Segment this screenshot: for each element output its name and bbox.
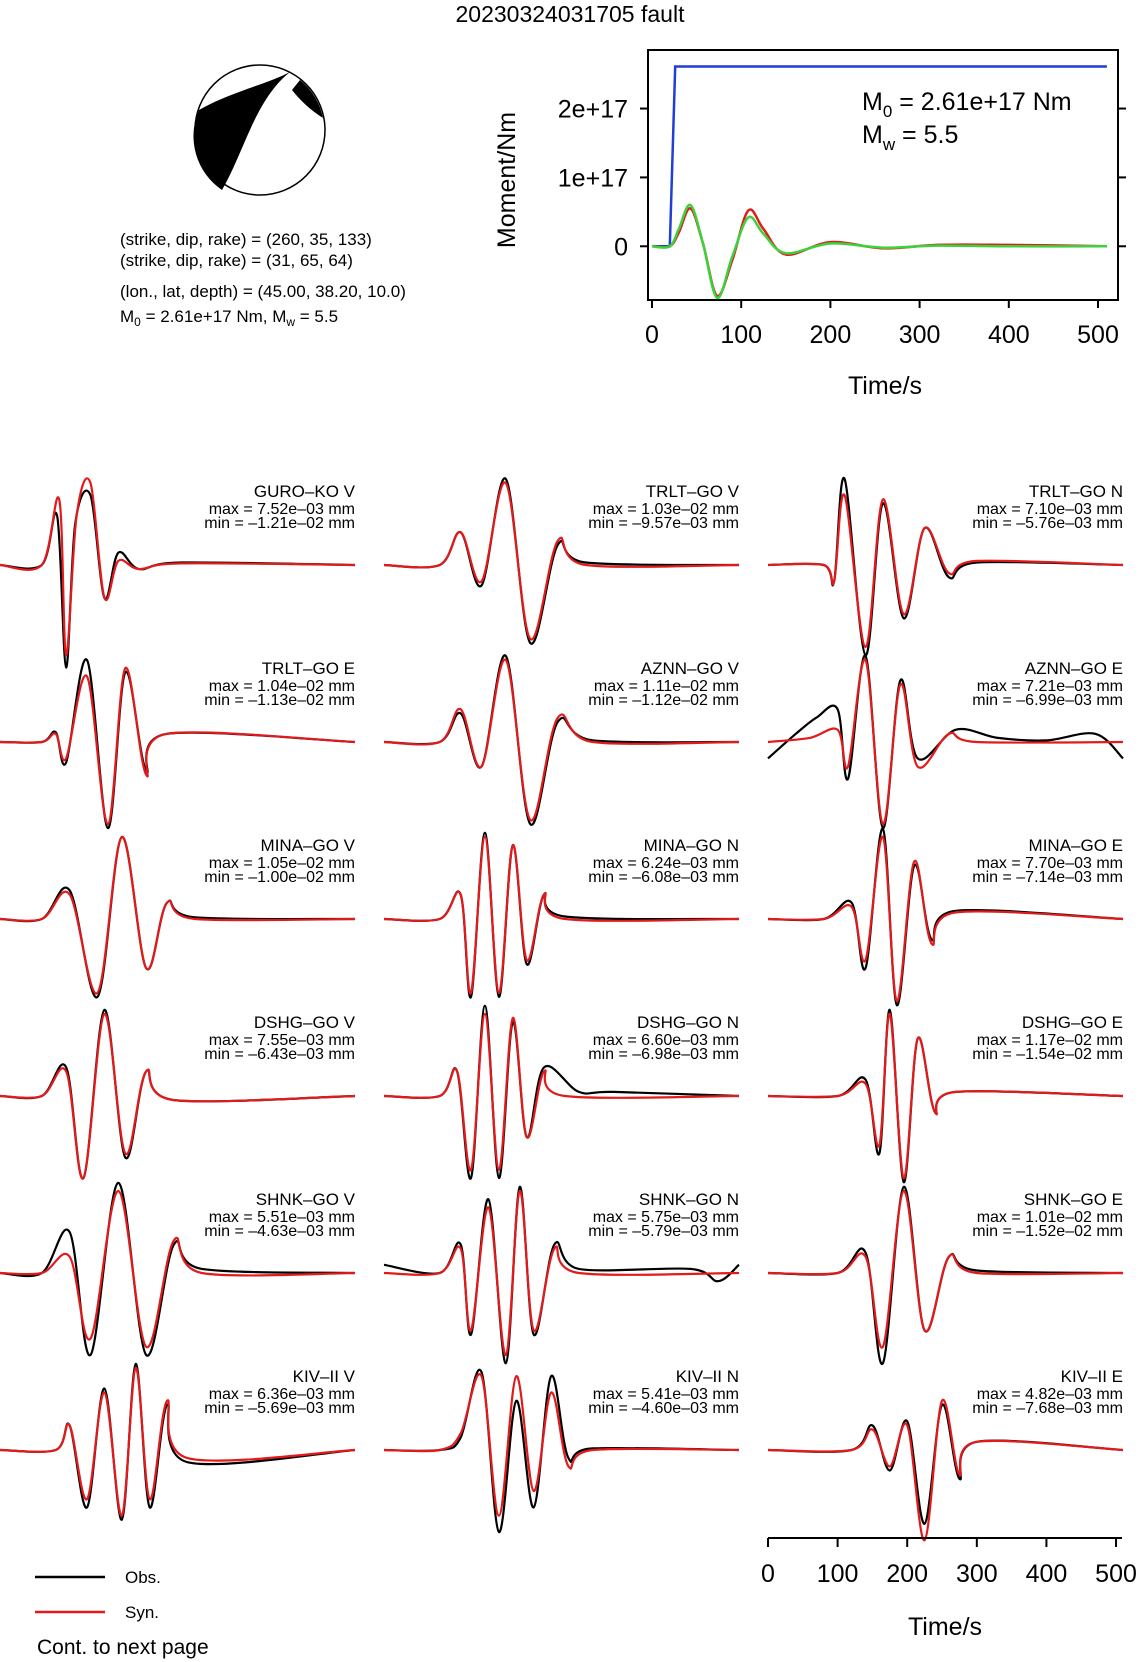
moment-ytick-label: 0: [614, 233, 628, 262]
trace-station-label: TRLT–GO N: [1028, 482, 1123, 501]
trace-max-label: max = 5.75e–03 mm: [592, 1209, 739, 1226]
moment-mw-annotation: $M_w = 5.5$: [862, 121, 959, 154]
trace-max-label: max = 1.03e–02 mm: [592, 501, 739, 518]
trace-panel: [0, 478, 356, 667]
trace-station-label: KIV–II N: [675, 1367, 739, 1386]
trace-xtick-label: 500: [1095, 1560, 1137, 1588]
moment-series-1: [652, 208, 1107, 296]
trace-min-label: min = –5.79e–03 mm: [588, 1223, 739, 1240]
moment-ylabel: Moment/Nm: [493, 111, 521, 249]
trace-xlabel: Time/s: [907, 1613, 983, 1641]
trace-max-label: max = 7.55e–03 mm: [208, 1032, 355, 1049]
trace-panel: [0, 1364, 356, 1520]
trace-max-label: max = 1.01e–02 mm: [976, 1209, 1123, 1226]
trace-min-label: min = –7.68e–03 mm: [972, 1400, 1123, 1417]
trace-min-label: min = –1.12e–02 mm: [588, 692, 739, 709]
trace-synthetic-line: [768, 1400, 1123, 1541]
trace-max-label: max = 1.17e–02 mm: [976, 1032, 1123, 1049]
trace-min-label: min = –6.98e–03 mm: [588, 1046, 739, 1063]
moment-series-2: [652, 205, 1107, 298]
trace-panel: [768, 1367, 1123, 1540]
trace-panel: [384, 1367, 739, 1532]
trace-max-label: max = 6.36e–03 mm: [208, 1386, 355, 1403]
figure-title: 20230324031705 fault: [455, 1, 685, 27]
trace-min-label: min = –1.00e–02 mm: [204, 869, 355, 886]
source-parameters: [120, 230, 406, 329]
trace-max-label: max = 7.52e–03 mm: [208, 501, 355, 518]
legend: [35, 1568, 161, 1622]
trace-max-label: max = 6.60e–03 mm: [592, 1032, 739, 1049]
info-line-nodal-plane-1: (strike, dip, rake) = (260, 35, 133): [120, 230, 372, 249]
trace-station-label: SHNK–GO V: [255, 1190, 355, 1209]
moment-xtick-label: 500: [1077, 321, 1119, 349]
waveform-traces: [0, 478, 1123, 1540]
moment-xtick-label: 0: [645, 321, 659, 349]
trace-max-label: max = 6.24e–03 mm: [592, 855, 739, 872]
trace-panel: [384, 478, 740, 643]
trace-xtick-label: 200: [886, 1560, 929, 1588]
trace-min-label: min = –9.57e–03 mm: [588, 515, 739, 532]
trace-panel: [768, 1010, 1123, 1182]
moment-m0-annotation: $M_0 = 2.61e+17$ Nm: [862, 88, 1072, 121]
trace-max-label: max = 5.41e–03 mm: [592, 1386, 739, 1403]
trace-panel: [384, 655, 740, 825]
trace-max-label: max = 1.04e–02 mm: [208, 678, 355, 695]
trace-xtick-label: 100: [816, 1560, 859, 1588]
moment-function-plot: [493, 50, 1126, 400]
moment-xtick-label: 300: [898, 321, 941, 349]
moment-xtick-label: 100: [720, 321, 763, 349]
trace-station-label: SHNK–GO N: [638, 1190, 739, 1209]
trace-min-label: min = –6.08e–03 mm: [588, 869, 739, 886]
trace-max-label: max = 7.10e–03 mm: [976, 501, 1123, 518]
trace-station-label: TRLT–GO E: [261, 659, 355, 678]
trace-min-label: min = –1.21e–02 mm: [204, 515, 355, 532]
trace-panel: [0, 836, 356, 997]
trace-station-label: AZNN–GO E: [1024, 659, 1123, 678]
trace-panel: [384, 1006, 739, 1179]
trace-time-axis: [761, 1538, 1137, 1641]
trace-station-label: KIV–II E: [1060, 1367, 1123, 1386]
moment-xtick-label: 400: [987, 321, 1030, 349]
trace-min-label: min = –1.52e–02 mm: [972, 1223, 1123, 1240]
trace-station-label: MINA–GO E: [1028, 836, 1123, 855]
legend-obs-label: Obs.: [125, 1568, 161, 1587]
trace-panel: [0, 659, 355, 828]
trace-max-label: max = 4.82e–03 mm: [976, 1386, 1123, 1403]
trace-xtick-label: 300: [955, 1560, 998, 1588]
trace-min-label: min = –5.69e–03 mm: [204, 1400, 355, 1417]
legend-syn-label: Syn.: [125, 1603, 160, 1622]
trace-panel: [0, 1183, 356, 1356]
trace-station-label: MINA–GO V: [260, 836, 355, 855]
trace-station-label: KIV–II V: [292, 1367, 355, 1386]
trace-observed-line: [768, 1404, 1123, 1523]
trace-panel: [0, 1010, 356, 1179]
trace-xtick-label: 400: [1025, 1560, 1068, 1588]
trace-panel: [768, 478, 1123, 655]
trace-max-label: max = 1.05e–02 mm: [208, 855, 355, 872]
trace-min-label: min = –4.63e–03 mm: [204, 1223, 355, 1240]
trace-panel: [768, 1187, 1123, 1364]
trace-min-label: min = –1.54e–02 mm: [972, 1046, 1123, 1063]
trace-max-label: max = 1.11e–02 mm: [593, 678, 739, 695]
trace-min-label: min = –4.60e–03 mm: [588, 1400, 739, 1417]
moment-xtick-label: 200: [809, 321, 852, 349]
trace-max-label: max = 7.21e–03 mm: [976, 678, 1123, 695]
info-line-nodal-plane-2: (strike, dip, rake) = (31, 65, 64): [120, 251, 353, 270]
moment-ytick-label: 2e+17: [557, 95, 628, 124]
trace-station-label: GURO–KO V: [253, 482, 355, 501]
trace-station-label: DSHG–GO V: [253, 1013, 355, 1032]
continuation-note: Cont. to next page: [37, 1636, 209, 1659]
trace-panel: [384, 833, 739, 998]
trace-min-label: min = –6.99e–03 mm: [972, 692, 1123, 709]
trace-station-label: SHNK–GO E: [1023, 1190, 1123, 1209]
trace-min-label: min = –5.76e–03 mm: [972, 515, 1123, 532]
trace-station-label: TRLT–GO V: [645, 482, 739, 501]
trace-panel: [384, 1187, 739, 1363]
info-line-location: (lon., lat, depth) = (45.00, 38.20, 10.0): [120, 282, 406, 301]
moment-xlabel: Time/s: [847, 372, 923, 400]
trace-panel: [768, 656, 1123, 829]
trace-max-label: max = 5.51e–03 mm: [208, 1209, 355, 1226]
trace-station-label: DSHG–GO E: [1021, 1013, 1123, 1032]
trace-max-label: max = 7.70e–03 mm: [976, 855, 1123, 872]
trace-station-label: DSHG–GO N: [636, 1013, 739, 1032]
trace-min-label: min = –7.14e–03 mm: [972, 869, 1123, 886]
trace-xtick-label: 0: [761, 1560, 775, 1588]
trace-station-label: MINA–GO N: [643, 836, 739, 855]
trace-min-label: min = –1.13e–02 mm: [204, 692, 355, 709]
beachball-focal-mechanism: [193, 65, 325, 195]
moment-ytick-label: 1e+17: [557, 164, 628, 193]
trace-station-label: AZNN–GO V: [640, 659, 739, 678]
trace-panel: [768, 829, 1123, 1006]
info-line-moment: $M_0 = 2.61e+17$ Nm, $M_w = 5.5$: [120, 307, 339, 329]
trace-min-label: min = –6.43e–03 mm: [204, 1046, 355, 1063]
